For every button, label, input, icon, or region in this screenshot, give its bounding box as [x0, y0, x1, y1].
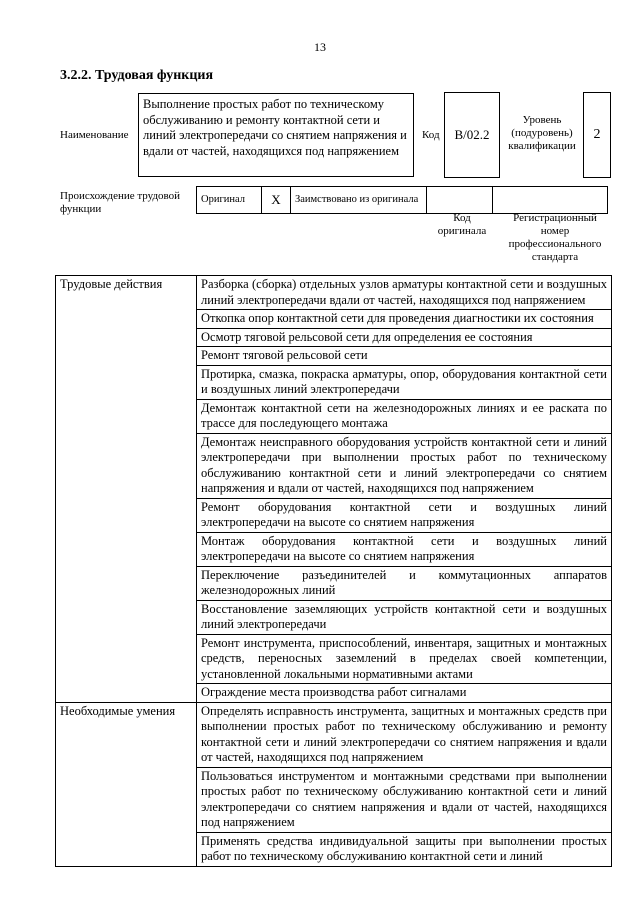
skill-item: Определять исправность инструмента, защитных и монтажных средств при выполнении простых работ по техническому обслуживанию и ремонту контактной сети и линий электропередачи со снятием напряжения и вдали от частей, находящихся под напряжением — [197, 702, 612, 767]
page-number: 13 — [314, 40, 326, 54]
labor-action-item: Ремонт тяговой рельсовой сети — [197, 347, 612, 366]
original-label: Оригинал — [197, 187, 262, 214]
skills-label: Необходимые умения — [56, 702, 197, 866]
labor-action-item: Демонтаж контактной сети на железнодорожных линиях и ее раската по трассе для последующего монтажа — [197, 399, 612, 433]
labor-actions-label: Трудовые действия — [56, 276, 197, 703]
labor-action-item: Ограждение места производства работ сигналами — [197, 684, 612, 703]
origin-label: Происхождение трудовой функции — [60, 190, 181, 215]
table-row — [56, 276, 612, 310]
original-mark: X — [262, 187, 291, 214]
labor-action-item: Протирка, смазка, покраска арматуры, опор, оборудования контактной сети и воздушных линий электропередачи — [197, 365, 612, 399]
level-label: Уровень (подуровень) квалификации — [508, 114, 576, 152]
labor-action-item: Осмотр тяговой рельсовой сети для определения ее состояния — [197, 328, 612, 347]
labor-action-item: Восстановление заземляющих устройств контактной сети и воздушных линий электропередачи — [197, 600, 612, 634]
code-original-cell — [427, 187, 493, 214]
labor-action-item: Ремонт оборудования контактной сети и воздушных линий электропередачи на высоте со снятием напряжения — [197, 498, 612, 532]
labor-action-item: Откопка опор контактной сети для проведения диагностики их состояния — [197, 310, 612, 329]
qualification-level-box: 2 — [583, 92, 611, 178]
function-name-box: Выполнение простых работ по техническому обслуживанию и ремонту контактной сети и линий электропередачи со снятием напряжения и вдали от частей, находящихся под напряжением — [138, 93, 414, 177]
labor-action-item: Разборка (сборка) отдельных узлов арматуры контактной сети и воздушных линий электропередачи вдали от частей, находящихся под напряжением — [197, 276, 612, 310]
reg-number-caption: Регистрационный номер профессионального стандарта — [508, 212, 602, 263]
reg-number-cell — [493, 187, 608, 214]
section-title: 3.2.2. Трудовая функция — [60, 68, 214, 83]
labor-action-item: Переключение разъединителей и коммутационных аппаратов железнодорожных линий — [197, 566, 612, 600]
skill-item: Пользоваться инструментом и монтажными средствами при выполнении простых работ по техническому обслуживанию контактной сети и линий электропередачи со снятием напряжения и вдали от частей, находящихся под напряжением — [197, 767, 612, 832]
name-label: Наименование — [60, 129, 129, 141]
table-row — [56, 702, 612, 767]
origin-table — [196, 186, 608, 214]
borrowed-label: Заимствовано из оригинала — [291, 187, 427, 214]
code-label: Код — [422, 129, 440, 141]
labor-action-item: Монтаж оборудования контактной сети и воздушных линий электропередачи на высоте со снятием напряжения — [197, 532, 612, 566]
code-original-caption: Код оригинала — [437, 212, 487, 237]
function-code-box: B/02.2 — [444, 92, 500, 178]
labor-action-item: Ремонт инструмента, приспособлений, инвентаря, защитных и монтажных средств, переносных заземлений в пределах своей компетенции, установленной локальными нормативными актами — [197, 634, 612, 684]
competency-table — [55, 275, 612, 867]
labor-action-item: Демонтаж неисправного оборудования устройств контактной сети и линий электропередачи при выполнении простых работ по техническому обслуживанию контактной сети и линий электропередачи со снятием напряжения и вдали от частей, находящихся под напряжением — [197, 433, 612, 498]
skill-item: Применять средства индивидуальной защиты при выполнении простых работ по техническому обслуживанию контактной сети и линий — [197, 832, 612, 866]
